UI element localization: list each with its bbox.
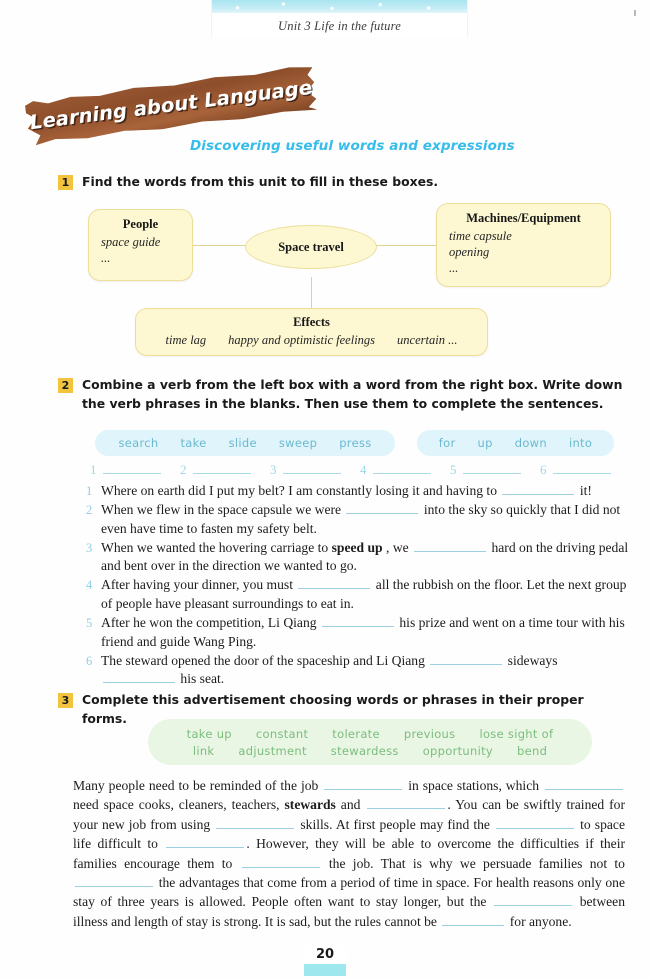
inline-blank[interactable] xyxy=(242,855,320,868)
inline-blank[interactable] xyxy=(346,501,418,514)
unit-header xyxy=(211,0,468,37)
sentence-text: When we wanted the hovering carriage to xyxy=(101,539,332,555)
answer-blank-number: 1 xyxy=(90,462,97,477)
exercise-number-badge: 2 xyxy=(58,378,73,393)
wordbank-advert xyxy=(148,719,592,765)
answer-blank-slot[interactable] xyxy=(270,462,360,478)
sentence-text: in space stations, which xyxy=(404,778,543,793)
answer-blank-slot[interactable] xyxy=(360,462,450,478)
answer-blank-slot[interactable] xyxy=(540,462,630,478)
inline-blank[interactable] xyxy=(442,913,504,926)
answer-blank-number: 4 xyxy=(360,462,367,477)
section-subtitle: Discovering useful words and expressions xyxy=(190,138,515,154)
wordbank-particles-row xyxy=(417,436,614,450)
banner-title: Learning about Language xyxy=(28,75,314,135)
answer-blank-number: 2 xyxy=(180,462,187,477)
sentence-text: . You can be swiftly trained for your new job from using xyxy=(73,797,625,832)
answer-blank-slot[interactable] xyxy=(180,462,270,478)
answer-blank-line[interactable] xyxy=(103,463,161,474)
inline-blank[interactable] xyxy=(324,777,402,790)
sentence-text: . However, they will be able to overcome the difficulties if their families encourage them to xyxy=(73,836,625,871)
unit-title: Unit 3 Life in the future xyxy=(278,19,401,33)
sentence-text: hard on the driving pedal and bent over in the direction we wanted to go. xyxy=(101,539,629,574)
inline-blank[interactable] xyxy=(367,796,445,809)
answer-blanks-row[interactable] xyxy=(90,462,630,478)
sentence-text: the job. That is why we persuade families not to xyxy=(321,855,625,871)
wordbank-verbs xyxy=(95,430,395,456)
wordbank-word[interactable]: constant xyxy=(255,726,309,741)
sentence-text: for anyone. xyxy=(506,913,572,929)
sentence-text: his seat. xyxy=(177,671,225,687)
exercise-number-badge: 3 xyxy=(58,693,73,708)
mindmap-box-people xyxy=(88,209,193,281)
answer-blank-line[interactable] xyxy=(193,463,251,474)
sentence-number: 4 xyxy=(86,578,93,593)
emphasised-phrase: speed up xyxy=(331,539,387,555)
page-number: 20 xyxy=(304,946,346,964)
sentence-text: need space cooks, cleaners, teachers, xyxy=(73,797,285,813)
inline-blank[interactable] xyxy=(103,670,175,683)
inline-blank[interactable] xyxy=(414,539,486,552)
wordbank-word[interactable]: take xyxy=(180,436,207,450)
advertisement-paragraph xyxy=(73,776,625,931)
wordbank-word[interactable]: tolerate xyxy=(332,726,380,741)
wordbank-word[interactable]: opportunity xyxy=(422,743,493,758)
sentence-text: to space life difficult to xyxy=(73,816,625,852)
sentence-text: and xyxy=(340,797,366,813)
wordbank-word[interactable]: adjustment xyxy=(238,743,307,758)
wordbank-word[interactable]: up xyxy=(477,436,493,450)
sentence-text: skills. At first people may find the xyxy=(296,816,495,832)
sentence-text: into the sky so quickly that I did not even have time to fasten my safety belt. xyxy=(101,502,621,536)
wordbank-word[interactable]: sweep xyxy=(278,436,318,450)
answer-blank-number: 5 xyxy=(450,462,457,477)
mindmap-box-effects xyxy=(135,308,488,356)
inline-blank[interactable] xyxy=(496,816,574,829)
mindmap-box-title: Machines/Equipment xyxy=(466,211,581,225)
sentence-number: 3 xyxy=(86,540,93,555)
answer-blank-number: 3 xyxy=(270,462,277,477)
mindmap-box-item: ... xyxy=(449,261,459,275)
sentence-text: After he won the competition, Li Qiang xyxy=(101,615,320,631)
exercise-1-header xyxy=(58,173,618,192)
answer-blank-slot[interactable] xyxy=(90,462,180,478)
footer-bar xyxy=(304,964,346,976)
sentence-text: between illness and length of stay is strong. It is sad, but the rules cannot be xyxy=(73,894,626,929)
mindmap-box-title: People xyxy=(122,217,159,231)
mindmap-box-item: ... xyxy=(101,251,111,265)
exercise-2-header xyxy=(58,376,630,413)
sentence-item xyxy=(86,652,634,689)
wordbank-word[interactable]: stewardess xyxy=(330,743,399,758)
inline-blank[interactable] xyxy=(75,874,153,887)
inline-blank[interactable] xyxy=(322,614,394,627)
sentence-item xyxy=(86,614,634,651)
emphasised-phrase: stewards xyxy=(284,797,341,813)
sentence-text: Where on earth did I put my belt? I am constantly losing it and having to xyxy=(101,483,501,498)
sentence-number: 2 xyxy=(86,503,93,518)
section-banner xyxy=(24,64,317,146)
sentence-item xyxy=(86,576,634,613)
wave-decoration xyxy=(212,0,467,13)
mindmap-box-item: uncertain ... xyxy=(397,333,458,347)
mindmap-box-item: space guide xyxy=(101,235,161,249)
mindmap-connector-right xyxy=(369,245,436,246)
mindmap-box-item: opening xyxy=(449,245,490,259)
mindmap-box-title: Effects xyxy=(293,315,330,329)
wordbank-advert-row-1 xyxy=(148,727,592,741)
answer-blank-number: 6 xyxy=(540,462,547,477)
mindmap-box-machines xyxy=(436,203,611,287)
answer-blank-line[interactable] xyxy=(553,463,611,474)
inline-blank[interactable] xyxy=(216,816,294,829)
wordbank-particles xyxy=(417,430,614,456)
page-footer xyxy=(304,946,346,976)
inline-blank[interactable] xyxy=(545,777,623,790)
sentence-number: 6 xyxy=(86,653,93,668)
sentence-body xyxy=(101,501,634,538)
wordbank-word[interactable]: into xyxy=(568,436,593,450)
mindmap-center-node xyxy=(245,225,377,269)
wordbank-word[interactable]: previous xyxy=(403,726,456,741)
sentence-item xyxy=(86,482,634,501)
mindmap-effects-items xyxy=(148,332,475,348)
sentence-body xyxy=(101,576,634,613)
exercise-instruction: Complete this advertisement choosing words or phrases in their proper forms. xyxy=(82,692,584,726)
sentence-text: Many people need to be reminded of the job xyxy=(73,778,323,793)
answer-blank-line[interactable] xyxy=(463,463,521,474)
sentence-text: When we flew in the space capsule we were xyxy=(101,502,345,518)
inline-blank[interactable] xyxy=(298,576,370,589)
wordbank-word[interactable]: link xyxy=(192,743,215,758)
sentence-text: sideways xyxy=(504,652,558,668)
sentence-text: his prize and went on a time tour with his friend and guide Wang Ping. xyxy=(101,615,625,649)
wordbank-word[interactable]: down xyxy=(514,436,547,450)
mindmap-connector-bottom xyxy=(311,277,312,308)
sentence-item xyxy=(86,501,634,538)
corner-tick-mark xyxy=(634,10,636,16)
sentence-text: all the rubbish on the floor. Let the next group of people have pleasant surroundings to eat in. xyxy=(101,577,627,612)
wordbank-word[interactable]: press xyxy=(339,436,372,450)
sentence-text: the advantages that come from a period of time in space. For health reasons only one stay of three years is allowed. People often want to stay longer, but the xyxy=(73,875,625,910)
sentence-item xyxy=(86,539,634,576)
sentence-text: The steward opened the door of the spaceship and Li Qiang xyxy=(101,652,429,668)
wordbank-word[interactable]: take up xyxy=(186,726,232,741)
sentence-number: 1 xyxy=(86,484,93,498)
answer-blank-slot[interactable] xyxy=(450,462,540,478)
exercise-instruction: Combine a verb from the left box with a word from the right box. Write down the verb phrases in the blanks. Then use them to complete the sentences. xyxy=(82,377,623,411)
sentence-number: 5 xyxy=(86,616,93,631)
wordbank-word[interactable]: for xyxy=(438,436,456,450)
mindmap-box-item: time capsule xyxy=(449,229,512,243)
sentence-text: After having your dinner, you must xyxy=(101,577,297,593)
mindmap-box-item: happy and optimistic feelings xyxy=(228,333,376,347)
answer-blank-line[interactable] xyxy=(373,463,431,474)
wordbank-word[interactable]: lose sight of xyxy=(479,726,554,741)
inline-blank[interactable] xyxy=(430,652,502,665)
sentence-text: , we xyxy=(386,539,413,555)
sentence-body xyxy=(101,482,634,501)
mindmap-box-item: time lag xyxy=(165,333,207,347)
sentence-text: it! xyxy=(576,483,592,498)
wordbank-word[interactable]: slide xyxy=(228,436,257,450)
inline-blank[interactable] xyxy=(494,893,572,906)
mindmap-center-label: Space travel xyxy=(278,239,344,254)
wordbank-verbs-row xyxy=(95,436,395,450)
sentence-body xyxy=(101,539,634,576)
exercise-number-badge: 1 xyxy=(58,175,73,190)
wordbank-word[interactable]: search xyxy=(118,436,159,450)
sentence-body xyxy=(101,614,634,651)
wordbank-advert-row-2 xyxy=(148,744,592,758)
inline-blank[interactable] xyxy=(166,835,244,848)
sentence-list xyxy=(86,482,634,690)
answer-blank-line[interactable] xyxy=(283,463,341,474)
wordbank-word[interactable]: bend xyxy=(517,743,548,758)
exercise-instruction: Find the words from this unit to fill in these boxes. xyxy=(82,174,439,189)
sentence-body xyxy=(101,652,634,689)
inline-blank[interactable] xyxy=(502,482,574,495)
